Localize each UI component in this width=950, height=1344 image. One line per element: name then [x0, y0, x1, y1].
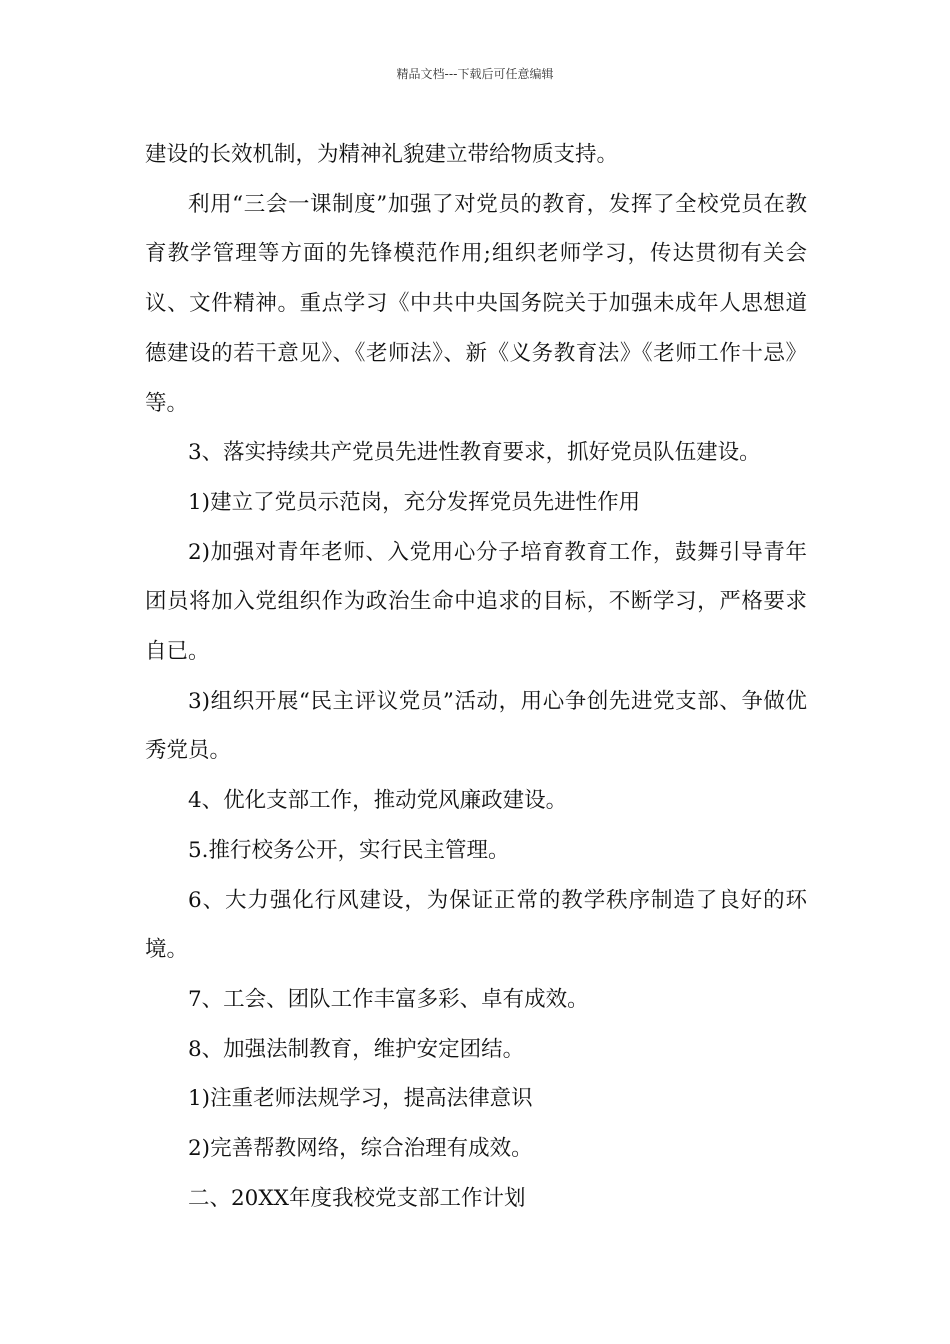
paragraph: 2)完善帮教网络，综合治理有成效。: [188, 1136, 533, 1162]
paragraph: 3、落实持续共产党员先进性教育要求，抓好党员队伍建设。: [188, 440, 761, 466]
document-body: [145, 130, 807, 1223]
paragraph: 2)加强对青年老师、入党用心分子培育教育工作，鼓舞引导青年团员将加入党组织作为政治生命中追求的目标，不断学习，严格要求自已。: [145, 539, 807, 665]
paragraph: 建设的长效机制，为精神礼貌建立带给物质支持。: [145, 142, 619, 167]
section-heading: 二、20XX年度我校党支部工作计划: [188, 1185, 526, 1211]
paragraph: 1)注重老师法规学习，提高法律意识: [188, 1086, 533, 1112]
paragraph: 5.推行校务公开，实行民主管理。: [188, 837, 510, 863]
paragraph: 利用“三会一课制度”加强了对党员的教育，发挥了全校党员在教育教学管理等方面的先锋模范作用;组织老师学习，传达贯彻有关会议、文件精神。重点学习《中共中央国务院关于加强未成年人思想道德建设的若干意见》、《老师法》、新《义务教育法》《老师工作十忌》等。: [145, 191, 807, 416]
paragraph: 8、加强法制教育，维护安定团结。: [188, 1036, 525, 1062]
paragraph: 7、工会、团队工作丰富多彩、卓有成效。: [188, 986, 589, 1012]
paragraph: 3)组织开展“民主评议党员”活动，用心争创先进党支部、争做优秀党员。: [145, 688, 807, 764]
paragraph: 6、大力强化行风建设，为保证正常的教学秩序制造了良好的环境。: [145, 887, 807, 963]
paragraph: 4、优化支部工作，推动党风廉政建设。: [188, 788, 568, 814]
paragraph: 1)建立了党员示范岗，充分发挥党员先进性作用: [188, 489, 641, 515]
page-header: 精品文档---下载后可任意编辑: [396, 67, 554, 81]
